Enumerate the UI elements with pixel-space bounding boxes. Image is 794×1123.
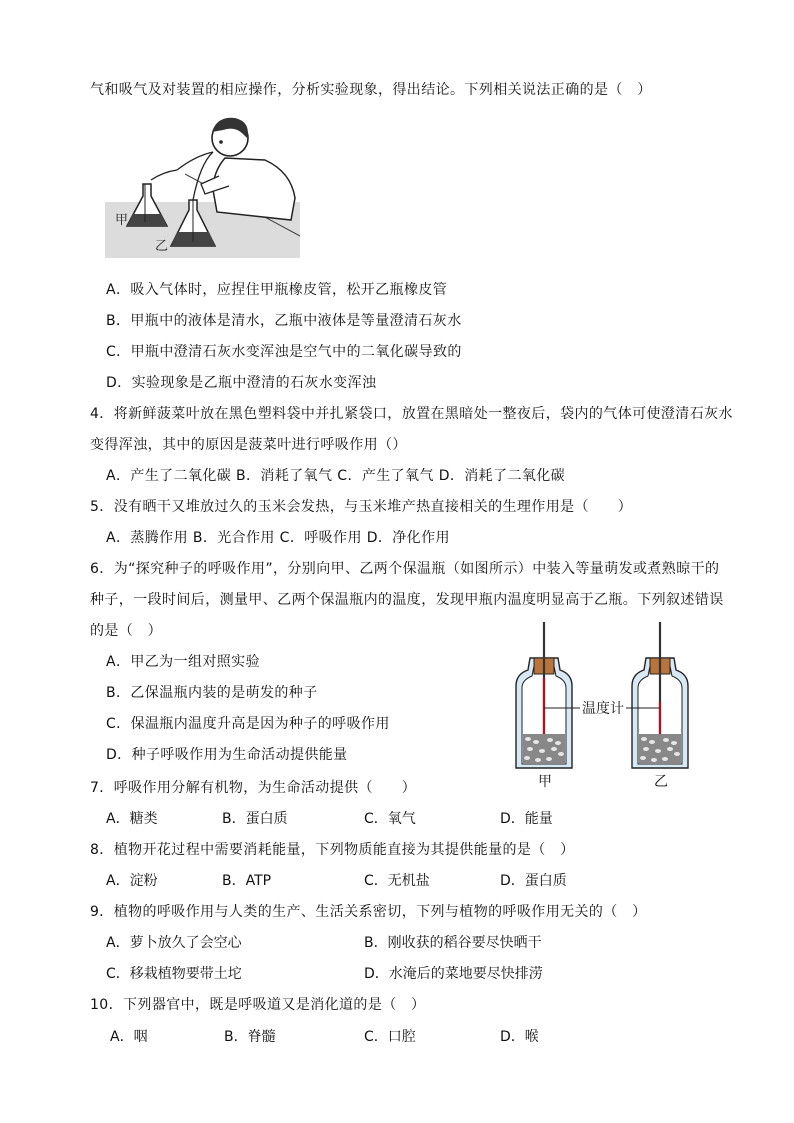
q9-option-b: B．刚收获的稻谷要尽快晒干	[364, 935, 542, 951]
breathing-experiment-figure	[105, 112, 305, 260]
q3-option-d: D．实验现象是乙瓶中澄清的石灰水变浑浊	[106, 375, 377, 391]
q10-option-c: C．口腔	[364, 1029, 416, 1045]
q8-option-c: C．无机盐	[364, 873, 430, 889]
q4-stem-line1: 4．将新鲜菠菜叶放在黑色塑料袋中并扎紧袋口，放置在黑暗处一整夜后，袋内的气体可使澄清石灰水	[90, 406, 733, 422]
q6-stem-line2: 种子，一段时间后，测量甲、乙两个保温瓶内的温度，发现甲瓶内温度明显高于乙瓶。下列叙述错误	[90, 592, 724, 608]
q9-option-a: A．萝卜放久了会空心	[106, 935, 242, 951]
q8-stem: 8．植物开花过程中需要消耗能量，下列物质能直接为其提供能量的是（ ）	[90, 842, 575, 858]
q3-option-b: B．甲瓶中的液体是清水，乙瓶中液体是等量澄清石灰水	[106, 313, 462, 329]
q10-option-b: B．脊髓	[224, 1029, 276, 1045]
q6-option-b: B．乙保温瓶内装的是萌发的种子	[106, 685, 318, 701]
q6-option-a: A．甲乙为一组对照实验	[106, 654, 260, 670]
q8-option-a: A．淀粉	[106, 873, 158, 889]
q6-stem-line3: 的是（ ）	[90, 623, 162, 639]
q3-option-c: C．甲瓶中澄清石灰水变浑浊是空气中的二氧化碳导致的	[106, 344, 462, 360]
thermos-label-yi: 乙	[654, 774, 668, 790]
q10-option-a: A．咽	[110, 1029, 148, 1045]
q9-stem: 9．植物的呼吸作用与人类的生产、生活关系密切，下列与植物的呼吸作用无关的（ ）	[90, 904, 647, 920]
q8-option-b: B．ATP	[222, 873, 272, 889]
question-3-stem-tail: 气和吸气及对装置的相应操作，分析实验现象，得出结论。下列相关说法正确的是（ ）	[90, 82, 652, 98]
thermometer-label: 温度计	[582, 701, 624, 717]
q7-stem: 7．呼吸作用分解有机物，为生命活动提供（ ）	[90, 780, 417, 796]
q7-option-c: C．氧气	[364, 811, 416, 827]
q10-stem: 10．下列器官中，既是呼吸道又是消化道的是（ ）	[90, 997, 426, 1013]
flask-label-yi: 乙	[155, 239, 169, 254]
q10-option-d: D．喉	[500, 1029, 539, 1045]
thermos-label-jia: 甲	[538, 774, 552, 790]
q4-options: A．产生了二氧化碳 B．消耗了氧气 C．产生了氧气 D．消耗了二氧化碳	[106, 468, 566, 484]
q9-option-c: C．移栽植物要带土坨	[106, 966, 242, 982]
q6-stem-line1: 6．为“探究种子的呼吸作用”，分别向甲、乙两个保温瓶（如图所示）中装入等量萌发或煮熟晾干的	[90, 561, 720, 577]
q8-option-d: D．蛋白质	[500, 873, 567, 889]
q4-stem-line2: 变得浑浊，其中的原因是菠菜叶进行呼吸作用（）	[90, 437, 407, 453]
q6-option-d: D．种子呼吸作用为生命活动提供能量	[106, 747, 348, 763]
thermos-flasks-figure	[500, 618, 700, 790]
q5-stem: 5．没有晒干又堆放过久的玉米会发热，与玉米堆产热直接相关的生理作用是（ ）	[90, 499, 633, 515]
q7-option-a: A．糖类	[106, 811, 158, 827]
q7-option-b: B．蛋白质	[222, 811, 288, 827]
q3-option-a: A．吸入气体时，应捏住甲瓶橡皮管，松开乙瓶橡皮管	[106, 282, 448, 298]
q5-options: A．蒸腾作用 B．光合作用 C．呼吸作用 D．净化作用	[106, 530, 450, 546]
q9-option-d: D．水淹后的菜地要尽快排涝	[364, 966, 543, 982]
flask-label-jia: 甲	[115, 213, 129, 228]
q7-option-d: D．能量	[500, 811, 553, 827]
q6-option-c: C．保温瓶内温度升高是因为种子的呼吸作用	[106, 716, 390, 732]
